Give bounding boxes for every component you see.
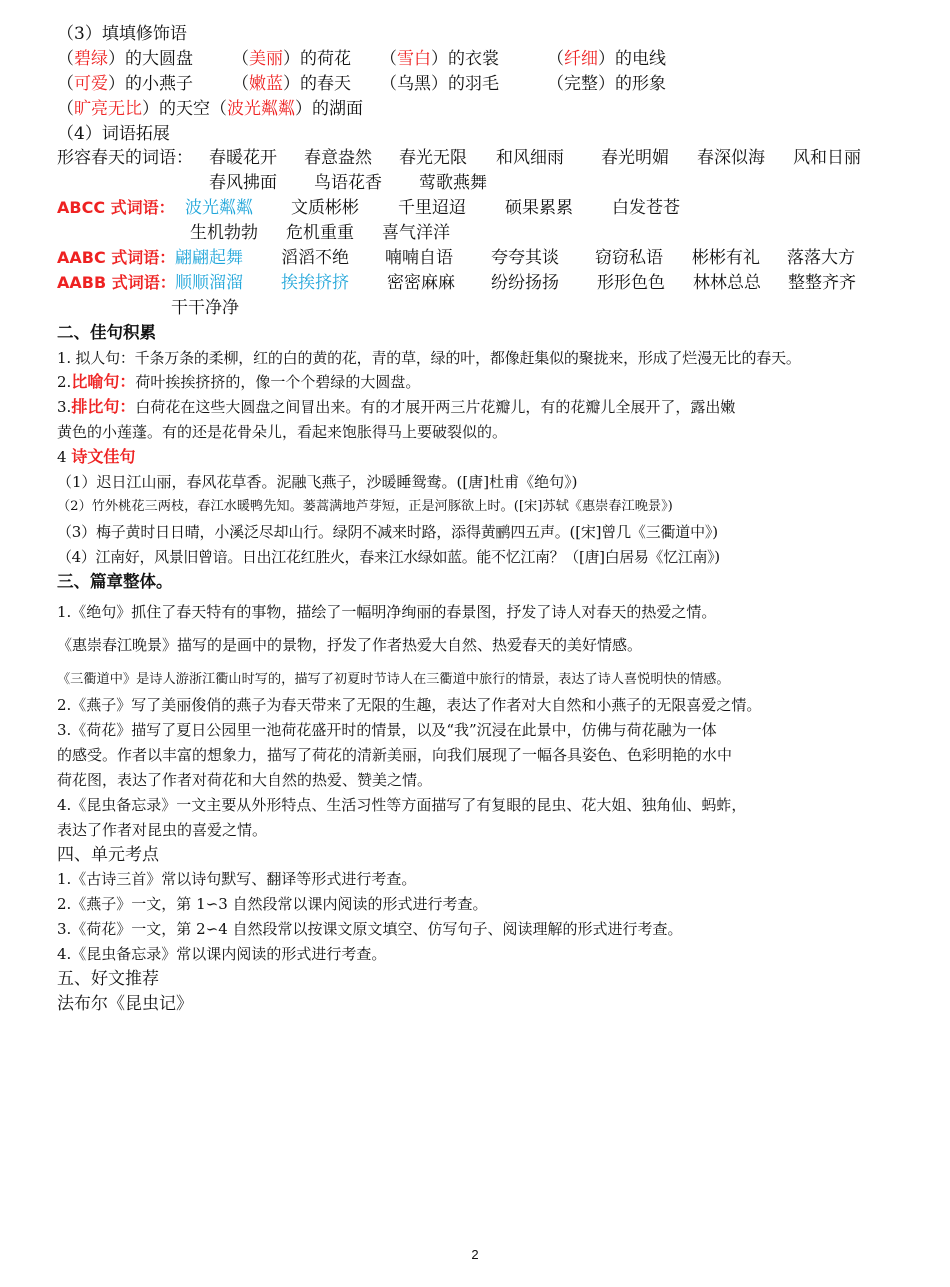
chapter-summary-1b: 《惠崇春江晚景》描写的是画中的景物，抒发了作者热爱大自然、热爱春天的美好情感。 [57, 636, 643, 655]
modifier-item: （可爱）的小燕子 [57, 73, 193, 94]
aabb-words-row-2: 干干净净 [171, 297, 239, 318]
subheading-word-expansion: （4）词语拓展 [57, 123, 170, 144]
exam-point-1: 1.《古诗三首》常以诗句默写、翻译等形式进行考查。 [57, 870, 417, 889]
section-title-recommend: 五、好文推荐 [57, 968, 159, 989]
sentence-metaphor: 2.比喻句：荷叶挨挨挤挤的，像一个个碧绿的大圆盘。 [57, 372, 421, 392]
modifier-item: （碧绿）的大圆盘 [57, 48, 193, 69]
page-number: 2 [471, 1247, 479, 1262]
chapter-summary-1c: 《三衢道中》是诗人游浙江衢山时写的，描写了初夏时节诗人在三衢道中旅行的情景，表达了诗人喜悦明快的情感。 [57, 672, 730, 688]
poetry-heading: 4 诗文佳句 [57, 447, 136, 467]
modifier-row-1 [57, 47, 927, 72]
modifier-row-2 [57, 72, 927, 97]
spring-words-label: 形容春天的词语： [57, 148, 193, 169]
exam-point-2: 2.《燕子》一文，第 1∽3 自然段常以课内阅读的形式进行考查。 [57, 895, 488, 914]
chapter-summary-4a: 4.《昆虫备忘录》一文主要从外形特点、生活习性等方面描写了有复眼的昆虫、花大姐、独角仙、蚂蚱， [57, 795, 747, 814]
modifier-item: （雪白）的衣裳 [380, 48, 499, 69]
modifier-item: （乌黑）的羽毛 [380, 73, 499, 94]
exam-point-3: 3.《荷花》一文，第 2∽4 自然段常以按课文原文填空、仿写句子、阅读理解的形式进行考查。 [57, 920, 683, 939]
poem-4: （4）江南好，风景旧曾谙。日出江花红胜火，春来江水绿如蓝。能不忆江南？（[唐]白居易《忆江南》) [57, 547, 720, 566]
section-title-exam-points: 四、单元考点 [57, 844, 159, 865]
spring-words-row-2: 春风拂面 鸟语花香 莺歌燕舞 [209, 173, 487, 194]
recommended-book: 法布尔《昆虫记》 [57, 993, 193, 1014]
spring-words-row-1: 形容春天的词语： 春暖花开 春意盎然 春光无限 和风细雨 春光明媚 春深似海 风和日丽 [57, 146, 927, 171]
modifier-item: （嫩蓝）的春天 [232, 73, 351, 94]
sentence-personification: 1. 拟人句：千条万条的柔柳，红的白的黄的花，青的草，绿的叶，都像赶集似的聚拢来，形成了烂漫无比的春天。 [57, 348, 801, 367]
exam-point-4: 4.《昆虫备忘录》常以课内阅读的形式进行考查。 [57, 945, 387, 964]
aabb-label: AABB 式词语： [57, 272, 176, 292]
chapter-summary-3c: 荷花图，表达了作者对荷花和大自然的热爱、赞美之情。 [57, 770, 433, 789]
poem-1: （1）迟日江山丽，春风花草香。泥融飞燕子，沙暖睡鸳鸯。([唐]杜甫《绝句》) [57, 473, 578, 492]
modifier-item: （完整）的形象 [547, 73, 666, 94]
subheading-modifiers: （3）填填修饰语 [57, 24, 187, 44]
poem-3: （3）梅子黄时日日晴，小溪泛尽却山行。绿阴不减来时路，添得黄鹂四五声。([宋]曾几《三衢道中》) [57, 522, 718, 541]
section-title-sentences: 二、佳句积累 [57, 322, 156, 342]
section-title-chapters: 三、篇章整体。 [57, 571, 173, 591]
modifier-item: （美丽）的荷花 [232, 48, 351, 69]
abcc-label: ABCC 式词语： [57, 198, 175, 218]
sentence-parallelism-cont: 黄色的小莲蓬。有的还是花骨朵儿，看起来饱胀得马上要破裂似的。 [57, 423, 508, 442]
modifier-row-3: （旷亮无比）的天空（波光粼粼）的湖面 [57, 98, 363, 119]
aabc-label: AABC 式词语： [57, 248, 176, 268]
abcc-words-row-1: ABCC 式词语： 波光粼粼 文质彬彬 千里迢迢 硕果累累 白发苍苍 [57, 196, 927, 221]
chapter-summary-4b: 表达了作者对昆虫的喜爱之情。 [57, 820, 268, 839]
aabc-words-row: AABC 式词语：翩翩起舞 滔滔不绝 喃喃自语 夸夸其谈 窃窃私语 彬彬有礼 落落大方 [57, 246, 927, 271]
abcc-words-row-2: 生机勃勃 危机重重 喜气洋洋 [190, 223, 450, 244]
document-page [57, 22, 927, 1017]
modifier-item: （纤细）的电线 [547, 48, 666, 69]
chapter-summary-3b: 的感受。作者以丰富的想象力，描写了荷花的清新美丽，向我们展现了一幅各具姿色、色彩明艳的水中 [57, 745, 733, 764]
sentence-parallelism: 3.排比句：白荷花在这些大圆盘之间冒出来。有的才展开两三片花瓣儿，有的花瓣儿全展开了，露出嫩 [57, 397, 736, 417]
chapter-summary-3a: 3.《荷花》描写了夏日公园里一池荷花盛开时的情景，以及“我”沉浸在此景中，仿佛与荷花融为一体 [57, 721, 717, 740]
chapter-summary-1: 1.《绝句》抓住了春天特有的事物，描绘了一幅明净绚丽的春景图，抒发了诗人对春天的热爱之情。 [57, 603, 717, 622]
aabb-words-row-1: AABB 式词语：顺顺溜溜 挨挨挤挤 密密麻麻 纷纷扬扬 形形色色 林林总总 整整齐齐 [57, 271, 927, 296]
chapter-summary-2: 2.《燕子》写了美丽俊俏的燕子为春天带来了无限的生趣，表达了作者对大自然和小燕子的无限喜爱之情。 [57, 696, 762, 715]
poem-2: （2）竹外桃花三两枝，春江水暖鸭先知。蒌蒿满地芦芽短，正是河豚欲上时。([宋]苏轼《惠崇春江晚景》) [57, 498, 673, 514]
